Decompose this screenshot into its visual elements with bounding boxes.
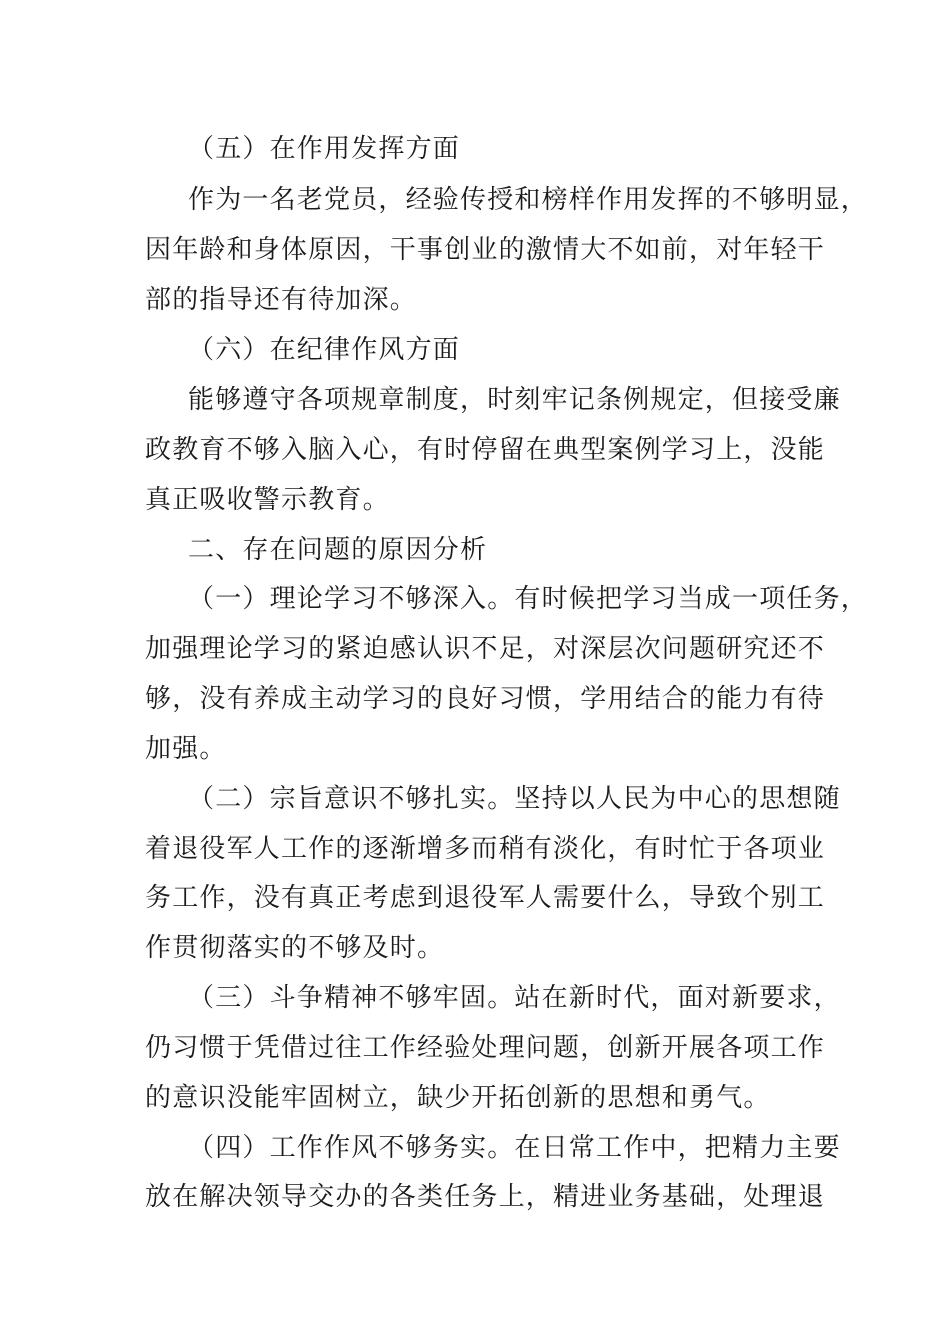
paragraph-line: 部的指导还有待加深。 (145, 285, 418, 315)
paragraph-line: 加强理论学习的紧迫感认识不足，对深层次问题研究还不 (145, 634, 826, 664)
paragraph-line: （一）理论学习不够深入。有时候把学习当成一项任务， (188, 584, 869, 614)
section-heading-6: （六）在纪律作风方面 (188, 335, 461, 365)
paragraph-line: 着退役军人工作的逐渐增多而稍有淡化，有时忙于各项业 (145, 834, 826, 864)
paragraph-line: 作贯彻落实的不够及时。 (145, 933, 445, 963)
paragraph-line: 仍习惯于凭借过往工作经验处理问题，创新开展各项工作 (145, 1033, 826, 1063)
paragraph-line: 放在解决领导交办的各类任务上，精进业务基础，处理退 (145, 1182, 826, 1212)
section-heading-5: （五）在作用发挥方面 (188, 134, 461, 164)
paragraph-line: 作为一名老党员，经验传授和榜样作用发挥的不够明显， (188, 185, 869, 215)
paragraph-line: 的意识没能牢固树立，缺少开拓创新的思想和勇气。 (145, 1083, 771, 1113)
paragraph-line: 因年龄和身体原因，干事创业的激情大不如前，对年轻干 (145, 235, 826, 265)
paragraph-line: 政教育不够入脑入心，有时停留在典型案例学习上，没能 (145, 435, 826, 465)
paragraph-line: 真正吸收警示教育。 (145, 485, 390, 515)
paragraph-line: （三）斗争精神不够牢固。站在新时代，面对新要求， (188, 983, 841, 1013)
paragraph-line: 够，没有养成主动学习的良好习惯，学用结合的能力有待 (145, 684, 826, 714)
paragraph-line: 能够遵守各项规章制度，时刻牢记条例规定，但接受廉 (188, 385, 841, 415)
paragraph-line: （四）工作作风不够务实。在日常工作中，把精力主要 (188, 1133, 841, 1163)
paragraph-line: 务工作，没有真正考虑到退役军人需要什么，导致个别工 (145, 883, 826, 913)
paragraph-line: 加强。 (145, 734, 227, 764)
paragraph-line: （二）宗旨意识不够扎实。坚持以人民为中心的思想随 (188, 784, 841, 814)
chapter-heading-2: 二、存在问题的原因分析 (188, 535, 488, 565)
